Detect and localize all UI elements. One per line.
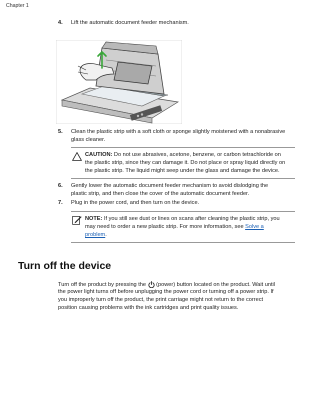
- step-4-text: Lift the automatic document feeder mechanism.: [71, 20, 189, 26]
- step-6-line1: Gently lower the automatic document feeder mechanism to avoid dislodging the: [71, 183, 269, 189]
- note-rule-top: [71, 211, 295, 212]
- caution-line1: Do not use abrasives, acetone, benzene, or carbon tetrachloride on: [113, 152, 281, 158]
- power-icon: [148, 281, 155, 288]
- step-7-number: 7.: [58, 200, 63, 206]
- section-line1-start: Turn off the product by pressing the: [58, 281, 148, 288]
- solve-a-problem-link-part2[interactable]: problem: [85, 232, 106, 238]
- adf-lift-illustration: [56, 40, 182, 124]
- note-rule-bottom: [71, 242, 295, 243]
- section-line2: the power light turns off before unplugging the power cord or turning off a power strip. If: [58, 289, 274, 295]
- note-label: NOTE:: [85, 216, 103, 222]
- section-title: Turn off the device: [18, 260, 112, 272]
- section-line4: position causing problems with the ink cartridges and print quality issues.: [58, 305, 239, 311]
- note-pencil-icon: [72, 215, 82, 225]
- note-period: .: [105, 232, 107, 238]
- step-6-number: 6.: [58, 183, 63, 189]
- solve-a-problem-link-part1[interactable]: Solve a: [245, 224, 264, 230]
- caution-line3: the plastic strip. The liquid might seep under the glass and damage the device.: [85, 168, 280, 174]
- note-line2: may need to order a new plastic strip. For more information, see: [85, 224, 246, 230]
- step-5-line1: Clean the plastic strip with a soft cloth or sponge slightly moistened with a nonabrasive: [71, 129, 286, 135]
- caution-rule-bottom: [71, 178, 295, 179]
- caution-label: CAUTION:: [85, 152, 113, 158]
- step-7-text: Plug in the power cord, and then turn on the device.: [71, 200, 200, 206]
- step-6-line2: plastic strip, and then close the cover of the automatic document feeder.: [71, 191, 250, 197]
- step-5-line2: glass cleaner.: [71, 137, 106, 143]
- step-4-number: 4.: [58, 20, 63, 26]
- note-line1: If you still see dust or lines on scans after cleaning the plastic strip, you: [103, 216, 280, 222]
- section-line1-end: (power) button located on the product. Wait until: [154, 281, 275, 288]
- caution-line2: the plastic strip, since they can damage it. Do not place or spray liquid directly on: [85, 160, 286, 166]
- section-line3: you improperly turn off the product, the print carriage might not return to the correct: [58, 297, 264, 303]
- step-5-number: 5.: [58, 129, 63, 135]
- caution-rule-top: [71, 147, 295, 148]
- chapter-header: Chapter 1: [6, 3, 29, 9]
- caution-triangle-icon: [72, 152, 82, 161]
